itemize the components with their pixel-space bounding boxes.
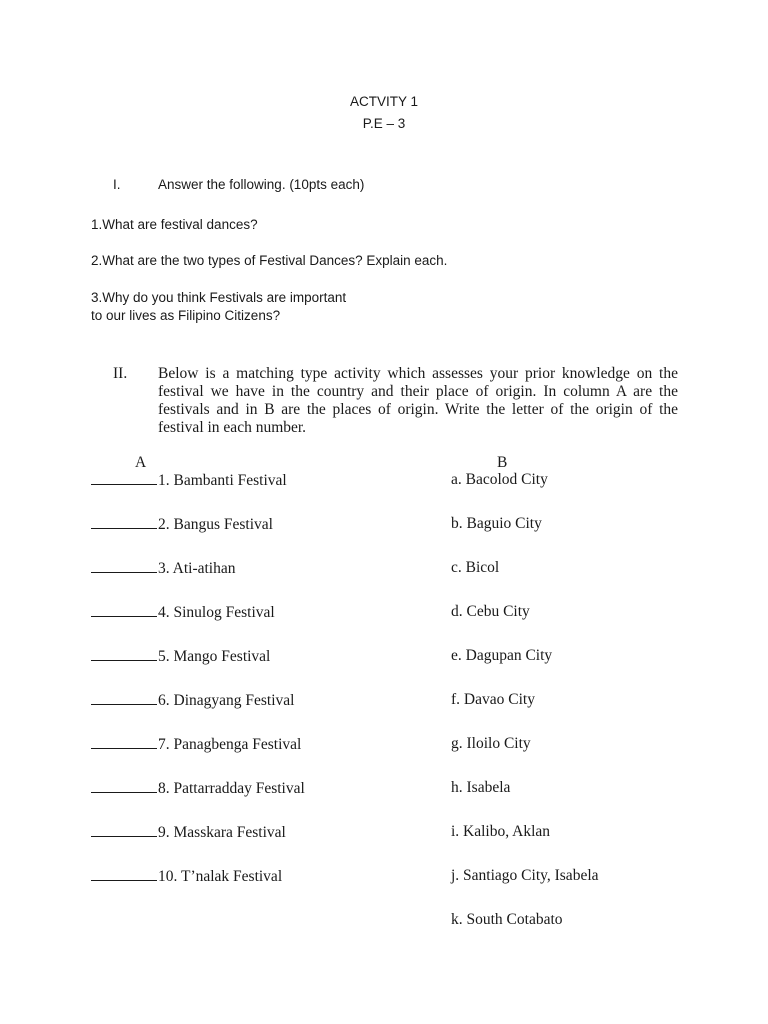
activity-title: ACTVITY 1	[349, 94, 419, 109]
list-item-a-8: 8. Pattarradday Festival	[91, 779, 305, 798]
part1-numeral: I.	[113, 177, 121, 192]
list-item-b-f: f. Davao City	[451, 691, 535, 708]
answer-blank[interactable]	[91, 867, 157, 881]
list-item-b-i: i. Kalibo, Aklan	[451, 823, 551, 840]
part2-instructions-line1: Below is a matching type activity which assesses your prior knowledge on the	[158, 365, 678, 382]
list-item-b-g: g. Iloilo City	[451, 735, 531, 752]
part2-instructions-line4: festival in each number.	[158, 419, 307, 436]
part1-instruction: Answer the following. (10pts each)	[158, 177, 365, 192]
list-item-a-2: 2. Bangus Festival	[91, 515, 273, 534]
list-item-a-10: 10. T’nalak Festival	[91, 867, 282, 886]
list-item-b-a: a. Bacolod City	[451, 471, 548, 488]
answer-blank[interactable]	[91, 471, 157, 485]
answer-blank[interactable]	[91, 603, 157, 617]
list-item-b-d: d. Cebu City	[451, 603, 530, 620]
part2-instructions	[158, 365, 678, 437]
list-item-a-1: 1. Bambanti Festival	[91, 471, 287, 490]
part2-instructions-line2: festival we have in the country and their place of origin. In column A are the	[158, 383, 678, 400]
answer-blank[interactable]	[91, 559, 157, 573]
part2-numeral: II.	[113, 365, 128, 382]
list-item-a-4: 4. Sinulog Festival	[91, 603, 275, 622]
list-item-a-6: 6. Dinagyang Festival	[91, 691, 294, 710]
answer-blank[interactable]	[91, 515, 157, 529]
activity-subtitle: P.E – 3	[362, 116, 406, 131]
list-item-b-b: b. Baguio City	[451, 515, 542, 532]
answer-blank[interactable]	[91, 823, 157, 837]
list-item-a-5: 5. Mango Festival	[91, 647, 270, 666]
list-item-b-h: h. Isabela	[451, 779, 511, 796]
question-3-line1: 3.Why do you think Festivals are important	[91, 290, 347, 305]
answer-blank[interactable]	[91, 779, 157, 793]
answer-blank[interactable]	[91, 691, 157, 705]
list-item-b-k: k. South Cotabato	[451, 911, 563, 928]
list-item-b-j: j. Santiago City, Isabela	[451, 867, 599, 884]
part2-instructions-line3: festivals and in B are the places of origin. Write the letter of the origin of the	[158, 401, 678, 418]
list-item-a-7: 7. Panagbenga Festival	[91, 735, 301, 754]
answer-blank[interactable]	[91, 735, 157, 749]
answer-blank[interactable]	[91, 647, 157, 661]
list-item-a-3: 3. Ati-atihan	[91, 559, 236, 578]
list-item-a-9: 9. Masskara Festival	[91, 823, 286, 842]
list-item-b-c: c. Bicol	[451, 559, 500, 576]
question-3-line2: to our lives as Filipino Citizens?	[91, 308, 281, 323]
list-item-b-e: e. Dagupan City	[451, 647, 553, 664]
question-2: 2.What are the two types of Festival Dances? Explain each.	[91, 253, 448, 268]
question-1: 1.What are festival dances?	[91, 217, 258, 232]
column-a-header: A	[135, 454, 147, 471]
column-b-header: B	[497, 454, 508, 471]
